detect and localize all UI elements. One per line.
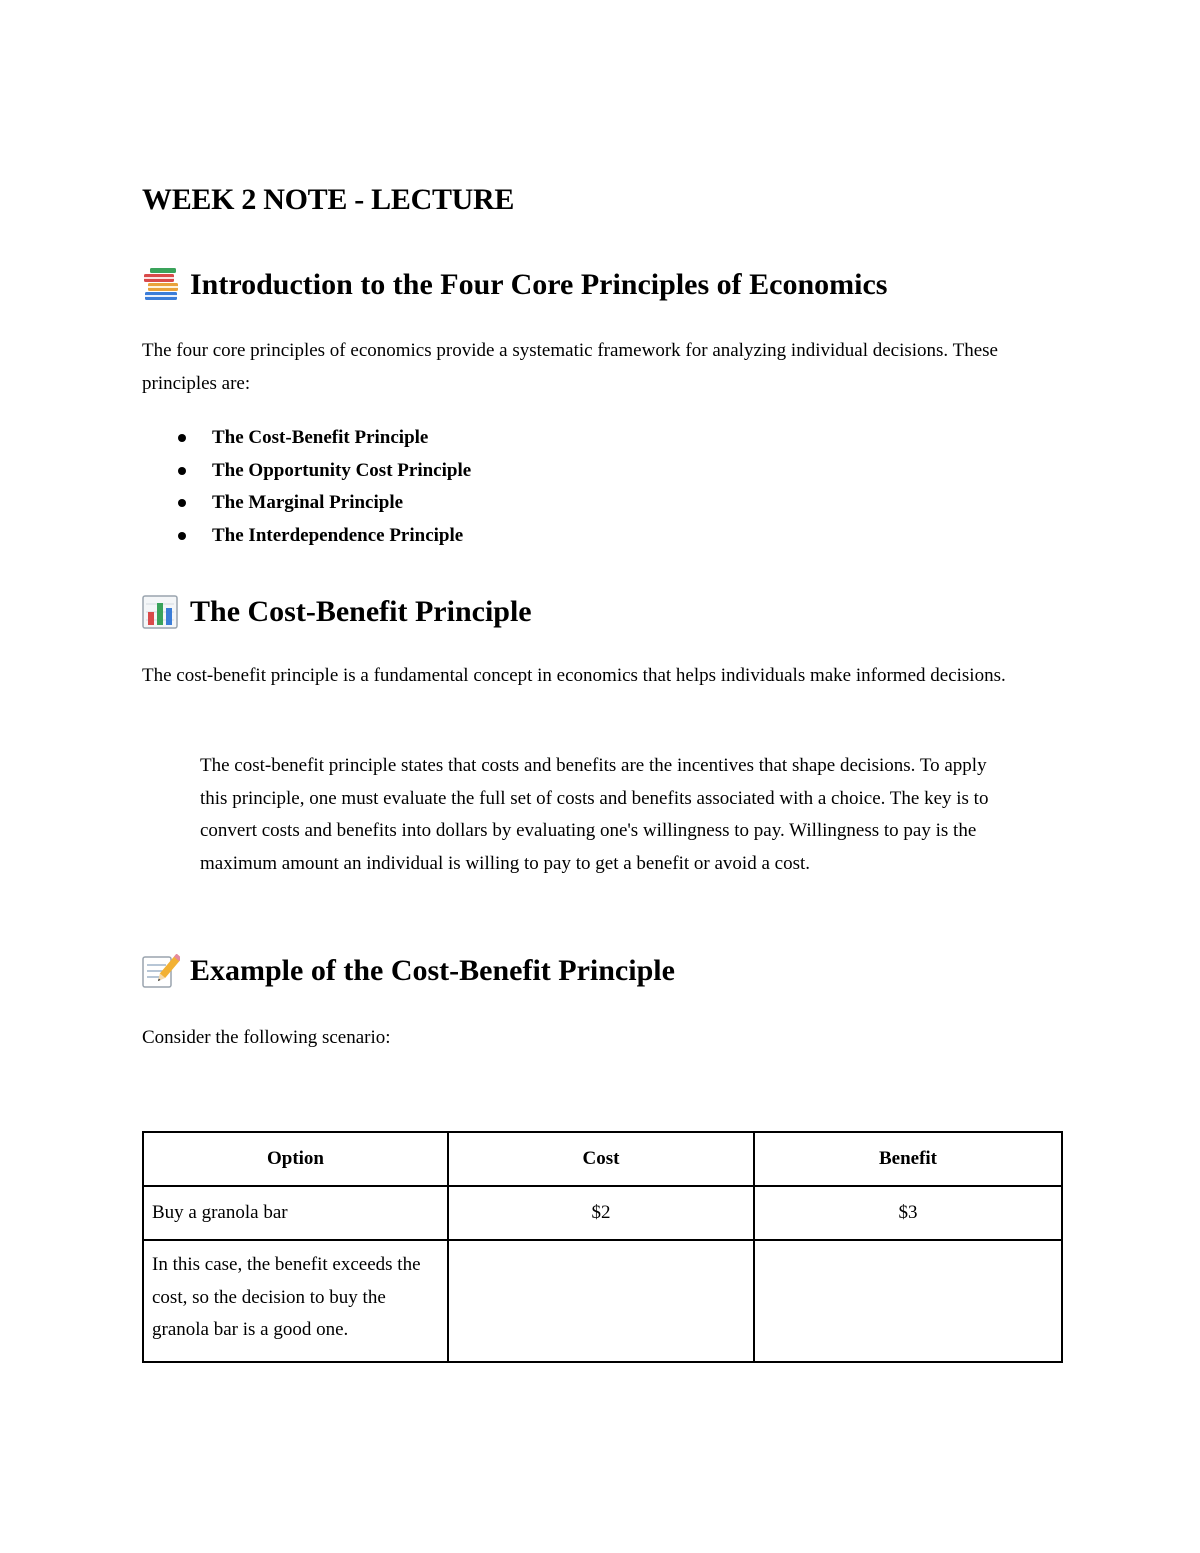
books-icon	[142, 268, 180, 302]
cost-benefit-quote: The cost-benefit principle states that costs and benefits are the incentives that shape decisions. To apply this principle, one must evaluate the full set of costs and benefits associated with a choice. The key is to convert costs and benefits into dollars by evaluating one's willingness to pay. Willingness to pay is the maximum amount an individual is willing to pay to get a benefit or avoid a cost.	[200, 755, 989, 874]
principle-label: The Interdependence Principle	[212, 524, 464, 546]
principles-list	[142, 422, 471, 552]
intro-heading	[142, 265, 887, 305]
cost-benefit-paragraph: The cost-benefit principle is a fundamental concept in economics that helps individuals make informed decisions.	[142, 665, 1006, 686]
principle-label: The Marginal Principle	[212, 492, 404, 513]
document-title: WEEK 2 NOTE - LECTURE	[142, 183, 515, 216]
cost-benefit-heading-text: The Cost-Benefit Principle	[190, 595, 532, 628]
cost-benefit-heading	[142, 592, 532, 632]
table-row	[143, 1186, 1062, 1240]
table-cell: $2	[448, 1186, 754, 1240]
table-header: Benefit	[754, 1132, 1062, 1186]
bullet-icon	[178, 434, 186, 442]
list-item	[142, 487, 471, 520]
example-heading-text: Example of the Cost-Benefit Principle	[190, 954, 675, 987]
table-header: Option	[143, 1132, 448, 1186]
bullet-icon	[178, 467, 186, 475]
list-item	[142, 455, 471, 488]
table-row	[143, 1240, 1062, 1362]
principle-label: The Cost-Benefit Principle	[212, 427, 429, 448]
table-cell	[448, 1240, 754, 1362]
memo-icon	[142, 954, 180, 988]
table-cell: In this case, the benefit exceeds the cost, so the decision to buy the granola bar is a good one.	[143, 1240, 448, 1362]
table-header: Cost	[448, 1132, 754, 1186]
scenario-table	[142, 1131, 1063, 1363]
table-header-row	[143, 1132, 1062, 1186]
example-heading	[142, 951, 675, 991]
intro-paragraph: The four core principles of economics provide a systematic framework for analyzing individual decisions. These principles are:	[142, 340, 998, 394]
table-cell: $3	[754, 1186, 1062, 1240]
list-item	[142, 520, 471, 553]
example-paragraph: Consider the following scenario:	[142, 1027, 391, 1048]
principle-label: The Opportunity Cost Principle	[212, 459, 472, 481]
bullet-icon	[178, 499, 186, 507]
table-cell	[754, 1240, 1062, 1362]
bullet-icon	[178, 532, 186, 540]
table-cell: Buy a granola bar	[143, 1186, 448, 1240]
intro-heading-text: Introduction to the Four Core Principles of Economics	[190, 268, 888, 301]
bar-chart-icon	[142, 595, 180, 629]
list-item	[142, 422, 471, 455]
